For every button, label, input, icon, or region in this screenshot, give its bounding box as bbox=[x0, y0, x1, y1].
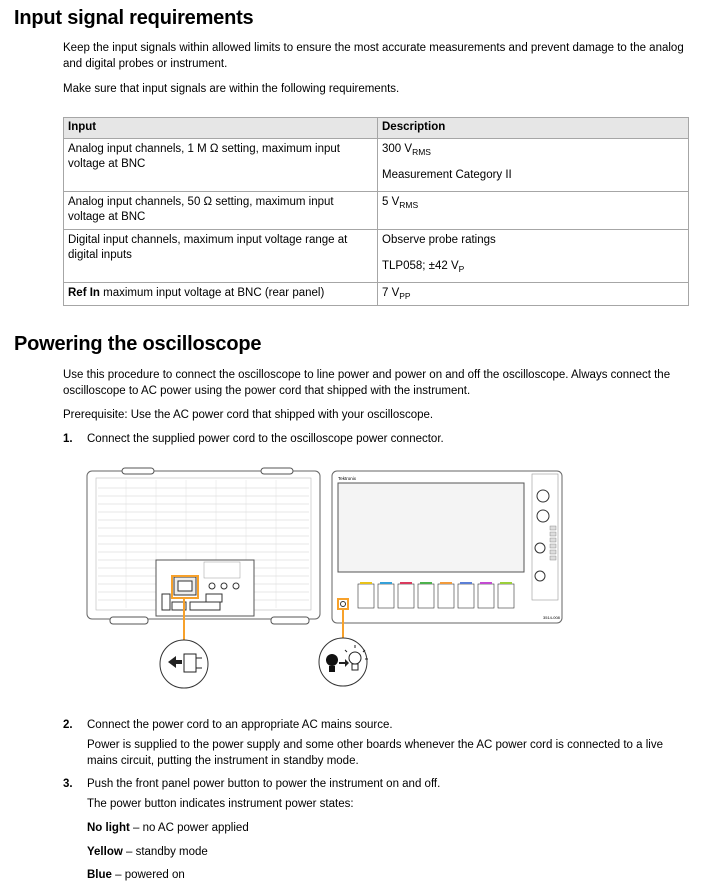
step-detail: Power is supplied to the power supply and some other boards whenever the AC power cord is connected to a live mains circuit, putting the instrument in standby mode. bbox=[87, 739, 663, 767]
table-cell-input bbox=[64, 283, 378, 306]
table-cell-description bbox=[378, 230, 689, 283]
power-state-no-light bbox=[87, 820, 249, 836]
table-cell-description bbox=[378, 283, 689, 306]
voltage-value: 7 V bbox=[382, 287, 400, 299]
step-detail: The power button indicates instrument power states: bbox=[87, 798, 354, 810]
input-lead-paragraph: Make sure that input signals are within the following requirements. bbox=[63, 83, 400, 95]
prerequisite-paragraph: Prerequisite: Use the AC power cord that shipped with your oscilloscope. bbox=[63, 409, 434, 421]
step-text: Connect the power cord to an appropriate AC mains source. bbox=[87, 719, 393, 731]
step-text: Connect the supplied power cord to the oscilloscope power connector. bbox=[87, 433, 444, 445]
table-row bbox=[64, 230, 689, 283]
brand-label: Tektronix bbox=[338, 476, 357, 481]
input-intro-paragraph: Keep the input signals within allowed limits to ensure the most accurate measurements and prevent damage to the analog and digital probes or instrument. bbox=[63, 42, 684, 70]
figure-code: 3514-008 bbox=[543, 615, 560, 620]
voltage-unit-sub: PP bbox=[399, 291, 411, 301]
voltage-value: 300 V bbox=[382, 143, 413, 155]
input-requirements-table bbox=[63, 117, 689, 306]
ref-in-text: maximum input voltage at BNC (rear panel) bbox=[99, 287, 325, 299]
state-label: Yellow bbox=[87, 846, 123, 858]
front-panel bbox=[332, 471, 562, 623]
ref-in-label: Ref In bbox=[68, 287, 100, 299]
table-cell-input: Analog input channels, 50 Ω setting, maximum input voltage at BNC bbox=[64, 192, 378, 230]
probe-voltage bbox=[382, 259, 684, 274]
probe-voltage-sub: P bbox=[458, 264, 465, 274]
table-cell-input: Digital input channels, maximum input voltage range at digital inputs bbox=[64, 230, 378, 283]
table-cell-input: Analog input channels, 1 M Ω setting, maximum input voltage at BNC bbox=[64, 139, 378, 192]
state-label: No light bbox=[87, 822, 130, 834]
table-header-row bbox=[64, 118, 689, 139]
state-label: Blue bbox=[87, 869, 112, 881]
table-row bbox=[64, 192, 689, 230]
power-state-yellow bbox=[87, 844, 208, 860]
section-title-powering: Powering the oscilloscope bbox=[14, 333, 262, 355]
state-desc: – no AC power applied bbox=[129, 822, 249, 834]
power-bulb-callout bbox=[319, 638, 368, 686]
step-text: Push the front panel power button to power the instrument on and off. bbox=[87, 778, 441, 790]
power-state-blue bbox=[87, 867, 185, 883]
probe-ratings-note: Observe probe ratings bbox=[382, 234, 496, 246]
table-cell-description bbox=[378, 192, 689, 230]
voltage-value: 5 V bbox=[382, 196, 400, 208]
voltage-unit-sub: RMS bbox=[412, 147, 431, 157]
voltage-unit-sub: RMS bbox=[399, 200, 419, 210]
power-intro-paragraph: Use this procedure to connect the oscilloscope to line power and power on and off the oscilloscope. Always connect the oscilloscope to AC power using the power cord that shipped with the instrument. bbox=[63, 369, 671, 397]
table-header-description: Description bbox=[378, 118, 689, 139]
oscilloscope-power-illustration bbox=[86, 466, 568, 690]
step-number: 3. bbox=[63, 778, 73, 790]
step-number: 1. bbox=[63, 433, 73, 445]
measurement-category: Measurement Category II bbox=[382, 169, 512, 181]
probe-voltage-value: TLP058; ±42 V bbox=[382, 260, 459, 272]
rear-panel bbox=[87, 468, 320, 624]
table-row bbox=[64, 283, 689, 306]
table-cell-description bbox=[378, 139, 689, 192]
power-plug-callout bbox=[160, 640, 208, 688]
state-desc: – standby mode bbox=[122, 846, 208, 858]
table-header-input: Input bbox=[64, 118, 378, 139]
step-number: 2. bbox=[63, 719, 73, 731]
table-row bbox=[64, 139, 689, 192]
section-title-input-signal: Input signal requirements bbox=[14, 7, 254, 29]
state-desc: – powered on bbox=[111, 869, 185, 881]
